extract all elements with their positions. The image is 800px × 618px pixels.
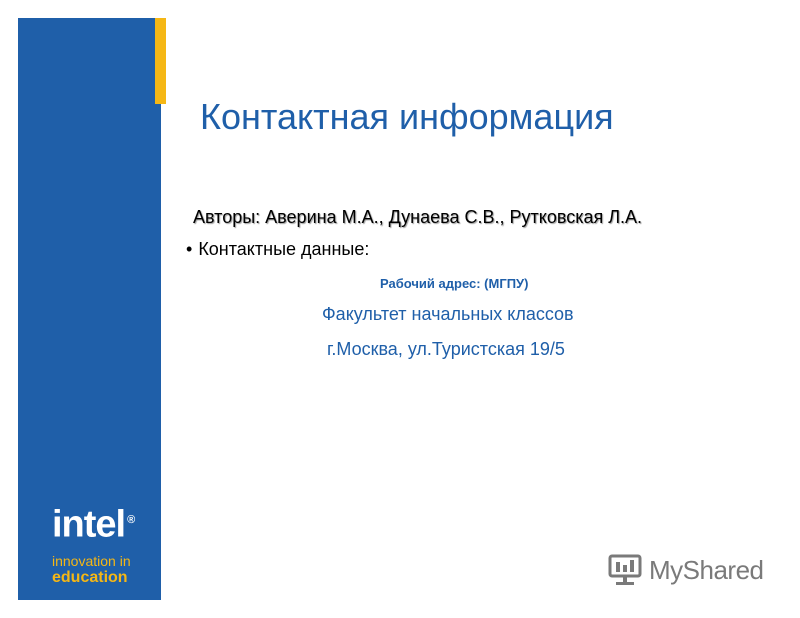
address-label: Рабочий адрес: (МГПУ) (380, 276, 529, 291)
watermark (607, 552, 764, 588)
watermark-text: MyShared (649, 554, 764, 585)
intel-logo-word (52, 500, 152, 545)
bullet-marker: • (186, 239, 193, 259)
street-address: г.Москва, ул.Туристская 19/5 (327, 339, 565, 359)
registered-mark: ® (127, 514, 135, 526)
accent-bar (155, 18, 166, 104)
intel-logo-text: intel (52, 503, 126, 546)
presentation-board-icon (607, 552, 643, 588)
intel-logo (52, 500, 152, 587)
authors-line: Авторы: Аверина М.А., Дунаева С.В., Рутковская Л.А. (193, 207, 643, 227)
contact-label: Контактные данные: (198, 239, 370, 259)
logo-tagline-line2: education (52, 568, 128, 586)
slide-title: Контактная информация (200, 96, 614, 137)
contact-bullet-item (186, 239, 369, 260)
logo-tagline-line1: innovation in (52, 552, 131, 569)
faculty-line: Факультет начальных классов (322, 304, 574, 324)
